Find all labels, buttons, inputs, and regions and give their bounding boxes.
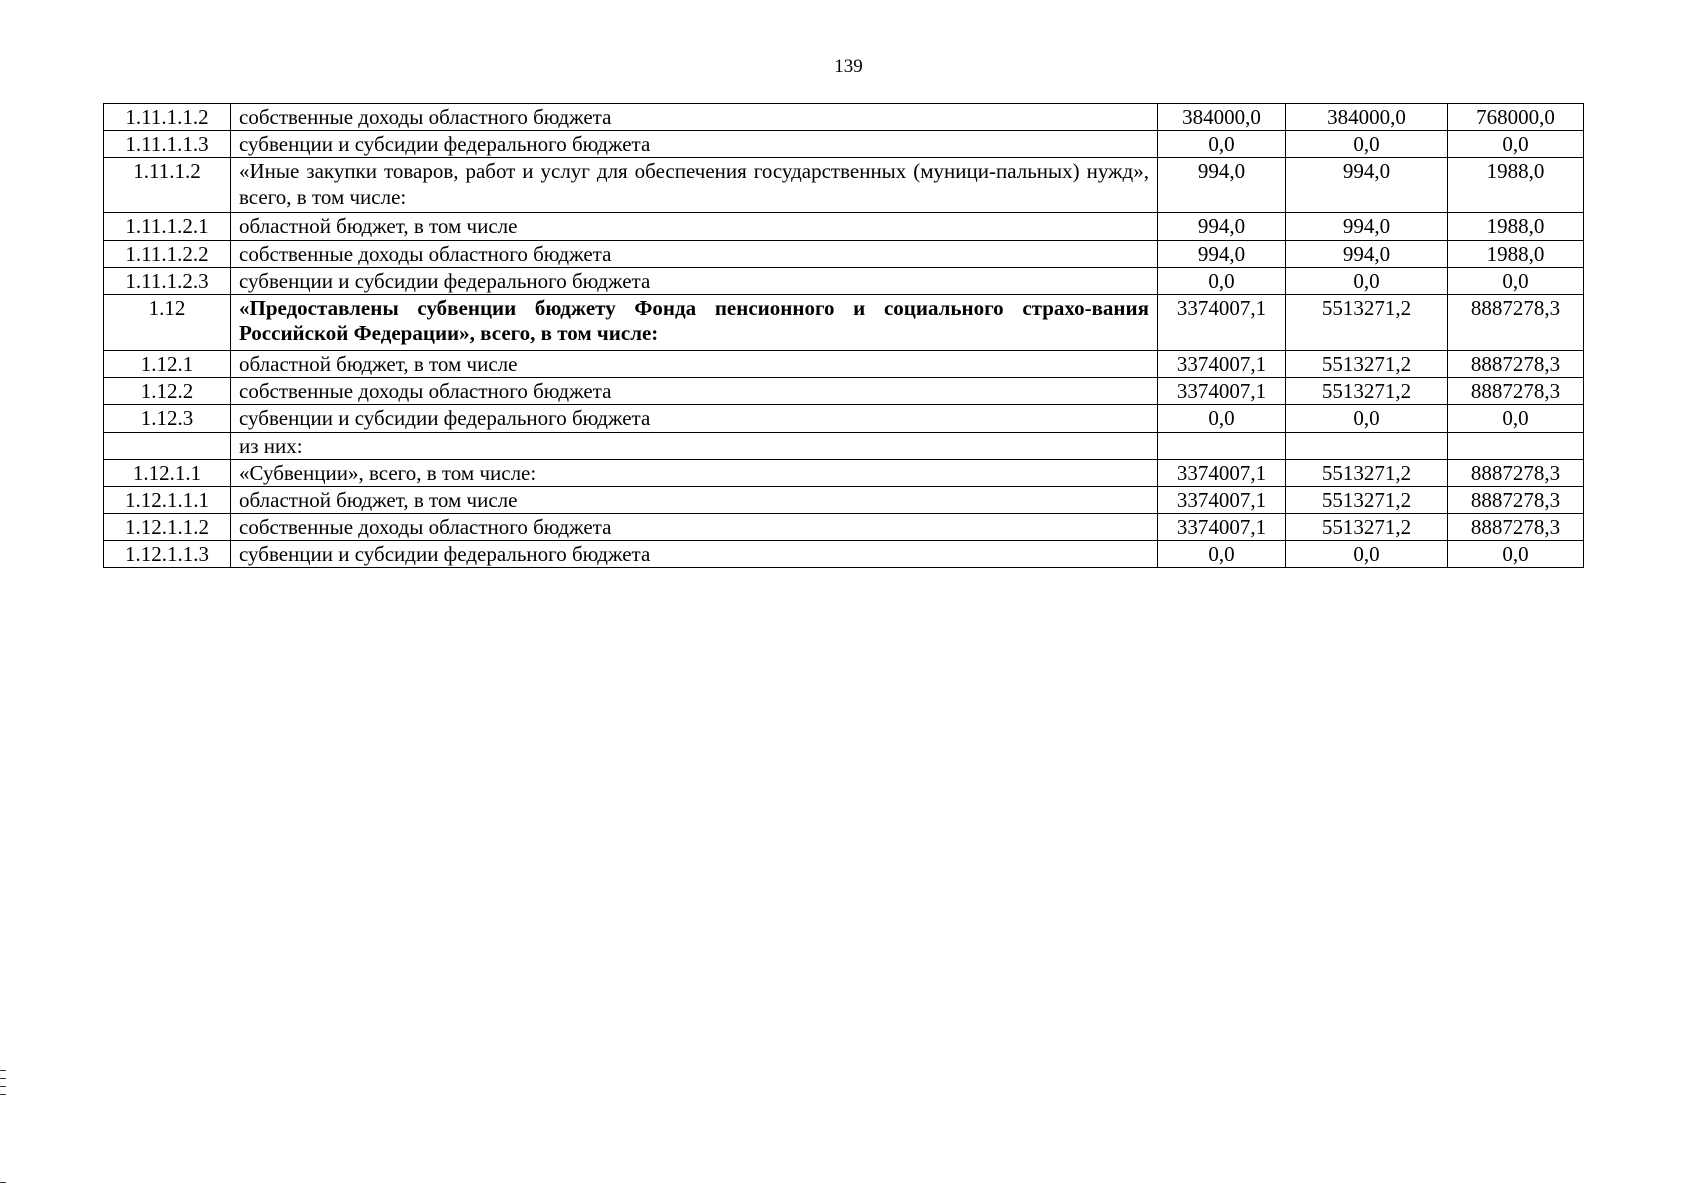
- row-code: 1.12.1.1.1: [104, 486, 231, 513]
- row-code: 1.12.3: [104, 405, 231, 432]
- row-description: собственные доходы областного бюджета: [231, 240, 1158, 267]
- row-value-2: 5513271,2: [1286, 459, 1448, 486]
- table-row: [104, 350, 1584, 377]
- row-value-2: [1286, 432, 1448, 459]
- row-value-1: 3374007,1: [1158, 294, 1286, 350]
- page-number: 139: [834, 56, 863, 77]
- row-description: субвенции и субсидии федерального бюджета: [231, 131, 1158, 158]
- row-code: 1.11.1.1.2: [104, 104, 231, 131]
- row-value-2: 994,0: [1286, 213, 1448, 240]
- row-value-2: 994,0: [1286, 158, 1448, 213]
- row-value-2: 0,0: [1286, 405, 1448, 432]
- row-value-3: 0,0: [1448, 131, 1584, 158]
- row-value-3: 8887278,3: [1448, 294, 1584, 350]
- row-value-3: 1988,0: [1448, 240, 1584, 267]
- row-description: «Иные закупки товаров, работ и услуг для обеспечения государственных (муници-пальных) нужд», всего, в том числе:: [231, 158, 1158, 213]
- row-code: 1.11.1.2.2: [104, 240, 231, 267]
- budget-table: [103, 103, 1584, 568]
- table-row: [104, 486, 1584, 513]
- table-row: [104, 104, 1584, 131]
- row-value-1: 384000,0: [1158, 104, 1286, 131]
- row-value-3: 0,0: [1448, 267, 1584, 294]
- row-value-3: 0,0: [1448, 405, 1584, 432]
- row-description: собственные доходы областного бюджета: [231, 378, 1158, 405]
- row-code: 1.12.1: [104, 350, 231, 377]
- row-value-1: 3374007,1: [1158, 514, 1286, 541]
- table-row: [104, 294, 1584, 350]
- row-code: 1.12.1.1.2: [104, 514, 231, 541]
- row-value-1: 0,0: [1158, 541, 1286, 568]
- row-code: 1.11.1.2: [104, 158, 231, 213]
- row-value-2: 0,0: [1286, 131, 1448, 158]
- scan-edge-marks: [0, 1070, 6, 1190]
- row-value-1: 3374007,1: [1158, 378, 1286, 405]
- row-description: областной бюджет, в том числе: [231, 213, 1158, 240]
- row-code: 1.12.2: [104, 378, 231, 405]
- table-row: [104, 378, 1584, 405]
- row-value-1: [1158, 432, 1286, 459]
- row-code: 1.11.1.2.3: [104, 267, 231, 294]
- row-code: 1.12: [104, 294, 231, 350]
- row-value-3: 768000,0: [1448, 104, 1584, 131]
- row-value-3: 0,0: [1448, 541, 1584, 568]
- row-value-2: 5513271,2: [1286, 350, 1448, 377]
- row-value-2: 5513271,2: [1286, 294, 1448, 350]
- table-row: [104, 240, 1584, 267]
- row-description: областной бюджет, в том числе: [231, 486, 1158, 513]
- row-value-2: 5513271,2: [1286, 514, 1448, 541]
- budget-table-body: [104, 104, 1584, 568]
- row-value-1: 3374007,1: [1158, 486, 1286, 513]
- row-value-2: 994,0: [1286, 240, 1448, 267]
- row-value-2: 5513271,2: [1286, 378, 1448, 405]
- row-value-3: 8887278,3: [1448, 459, 1584, 486]
- row-value-3: 8887278,3: [1448, 486, 1584, 513]
- row-code: 1.12.1.1.3: [104, 541, 231, 568]
- table-row: [104, 459, 1584, 486]
- table-row: [104, 158, 1584, 213]
- row-code: [104, 432, 231, 459]
- row-value-3: [1448, 432, 1584, 459]
- row-description: собственные доходы областного бюджета: [231, 104, 1158, 131]
- row-code: 1.12.1.1: [104, 459, 231, 486]
- table-row: [104, 267, 1584, 294]
- row-value-1: 3374007,1: [1158, 459, 1286, 486]
- row-description: субвенции и субсидии федерального бюджета: [231, 405, 1158, 432]
- row-value-1: 0,0: [1158, 267, 1286, 294]
- row-value-1: 994,0: [1158, 213, 1286, 240]
- row-value-2: 5513271,2: [1286, 486, 1448, 513]
- row-description: собственные доходы областного бюджета: [231, 514, 1158, 541]
- row-code: 1.11.1.1.3: [104, 131, 231, 158]
- table-row: [104, 131, 1584, 158]
- row-value-1: 0,0: [1158, 405, 1286, 432]
- row-value-3: 1988,0: [1448, 158, 1584, 213]
- row-value-3: 8887278,3: [1448, 514, 1584, 541]
- table-row: [104, 514, 1584, 541]
- row-description: областной бюджет, в том числе: [231, 350, 1158, 377]
- row-description: из них:: [231, 432, 1158, 459]
- table-row: [104, 213, 1584, 240]
- row-value-3: 1988,0: [1448, 213, 1584, 240]
- row-description: субвенции и субсидии федерального бюджета: [231, 541, 1158, 568]
- row-value-3: 8887278,3: [1448, 350, 1584, 377]
- table-row: [104, 432, 1584, 459]
- row-value-3: 8887278,3: [1448, 378, 1584, 405]
- row-description: субвенции и субсидии федерального бюджета: [231, 267, 1158, 294]
- row-value-1: 0,0: [1158, 131, 1286, 158]
- table-row: [104, 541, 1584, 568]
- row-value-2: 0,0: [1286, 267, 1448, 294]
- row-code: 1.11.1.2.1: [104, 213, 231, 240]
- row-value-1: 994,0: [1158, 240, 1286, 267]
- row-value-1: 3374007,1: [1158, 350, 1286, 377]
- row-description: «Субвенции», всего, в том числе:: [231, 459, 1158, 486]
- row-value-2: 0,0: [1286, 541, 1448, 568]
- table-row: [104, 405, 1584, 432]
- row-value-2: 384000,0: [1286, 104, 1448, 131]
- row-value-1: 994,0: [1158, 158, 1286, 213]
- row-description: «Предоставлены субвенции бюджету Фонда пенсионного и социального страхо-вания Российской Федерации», всего, в том числе:: [231, 294, 1158, 350]
